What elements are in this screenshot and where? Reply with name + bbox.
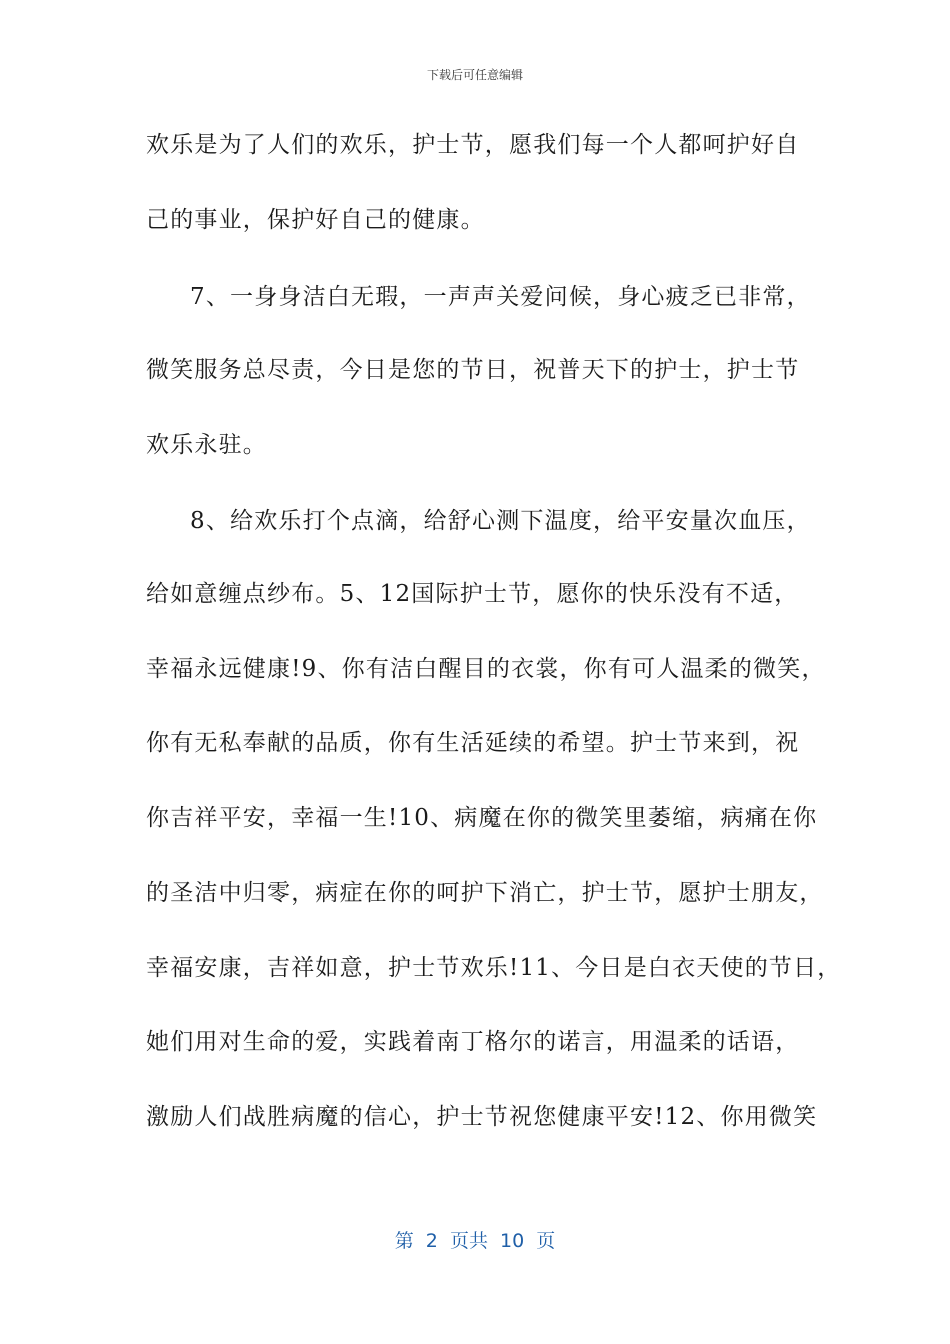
- body-line: 欢乐是为了人们的欢乐，护士节，愿我们每一个人都呵护好自: [146, 132, 800, 158]
- body-line: 幸福安康，吉祥如意，护士节欢乐!11、今日是白衣天使的节日，: [146, 955, 842, 981]
- body-line: 8、给欢乐打个点滴，给舒心测下温度，给平安量次血压，: [190, 508, 811, 534]
- body-line: 微笑服务总尽责，今日是您的节日，祝普天下的护士，护士节: [146, 357, 800, 383]
- page-number: 第 2 页共 10 页: [394, 1230, 556, 1252]
- body-line: 7、一身身洁白无瑕，一声声关爱问候，身心疲乏已非常，: [190, 284, 811, 310]
- body-line: 幸福永远健康!9、你有洁白醒目的衣裳，你有可人温柔的微笑，: [146, 656, 826, 682]
- body-line: 己的事业，保护好自己的健康。: [146, 207, 485, 233]
- body-line: 欢乐永驻。: [146, 432, 267, 458]
- body-line: 她们用对生命的爱，实践着南丁格尔的诺言，用温柔的话语，: [146, 1029, 800, 1055]
- body-line: 的圣洁中归零，病症在你的呵护下消亡，护士节，愿护士朋友，: [146, 880, 824, 906]
- body-line: 你吉祥平安，幸福一生!10、病魔在你的微笑里萎缩，病痛在你: [146, 805, 818, 831]
- body-line: 你有无私奉献的品质，你有生活延续的希望。护士节来到，祝: [146, 730, 800, 756]
- header-note: 下载后可任意编辑: [426, 68, 523, 82]
- body-line: 给如意缠点纱布。5、12国际护士节，愿你的快乐没有不适，: [146, 581, 799, 607]
- body-line: 激励人们战胜病魔的信心，护士节祝您健康平安!12、你用微笑: [146, 1104, 818, 1130]
